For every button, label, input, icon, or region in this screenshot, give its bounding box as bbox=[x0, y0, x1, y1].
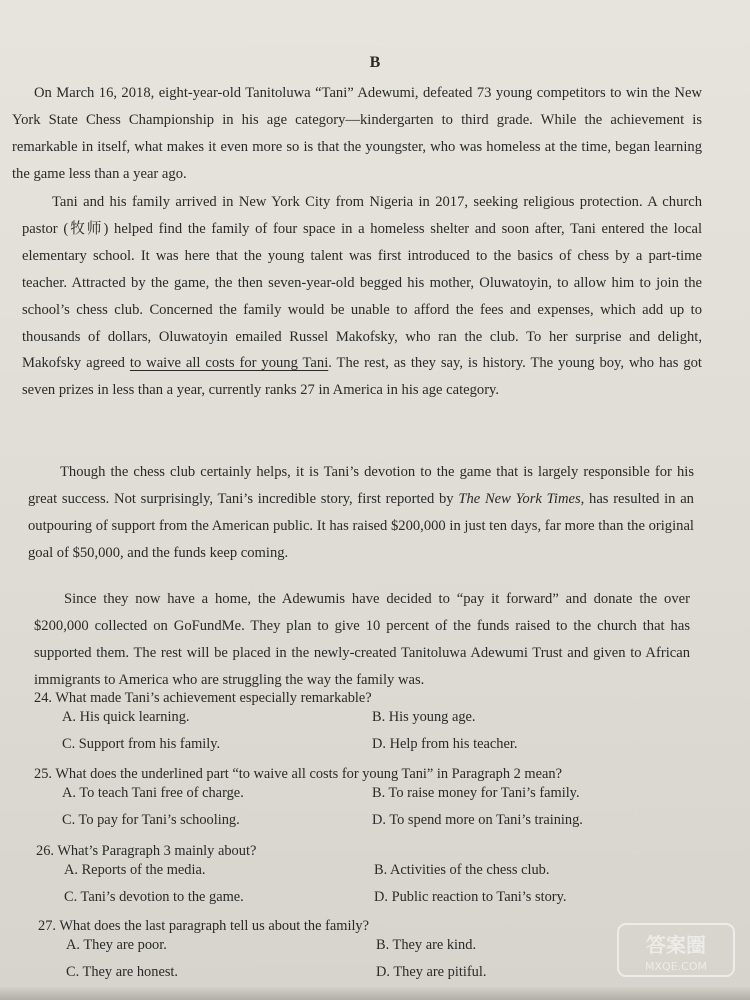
paragraph-3-text-start: Though the chess club certainly helps, it is Tani’s devotion to the game that is largely responsible for his great success. Not surprisingly, Tani’s incredible story, first reported by bbox=[28, 464, 694, 507]
option-c: C. To pay for Tani’s schooling. bbox=[62, 812, 240, 828]
option-a: A. To teach Tani free of charge. bbox=[62, 785, 244, 801]
newspaper-title: The New York Times bbox=[458, 490, 581, 507]
option-c: C. They are honest. bbox=[66, 964, 179, 980]
option-d: D. They are pitiful. bbox=[376, 964, 487, 980]
passage-paragraph-4: Since they now have a home, the Adewumis have decided to “pay it forward” and donate the over $200,000 collected on GoFundMe. They plan to give 10 percent of the funds raised to the church that has supported them. The rest will be placed in the newly-created Tanitoluwa Adewumi Trust and given to African immigrants to America who are struggling the way the family was. bbox=[34, 591, 690, 688]
option-d: D. To spend more on Tani’s training. bbox=[372, 812, 583, 828]
paragraph-2-text-start: Tani and his family arrived in New York City from Nigeria in 2017, seeking religious protection. A church pastor (牧师) helped find the family of four space in a homeless shelter and soon after, Tani entered the local elementary school. It was here that the young talent was first introduced to the basics of chess by a part-time teacher. Attracted by the game, the then seven-year-old begged his mother, Oluwatoyin, to allow him to join the school’s chess club. Concerned the family would be unable to afford the fees and expenses, which add up to thousands of dollars, Oluwatoyin emailed Russel Makofsky, who ran the club. To her surprise and delight, Makofsky agreed bbox=[22, 194, 702, 372]
question-24 bbox=[34, 690, 518, 761]
question-stem: 24. What made Tani’s achievement especially remarkable? bbox=[34, 690, 372, 706]
question-stem: 25. What does the underlined part “to waive all costs for young Tani” in Paragraph 2 mean? bbox=[34, 766, 562, 782]
option-c: C. Support from his family. bbox=[62, 736, 221, 752]
paragraph-2-text-end: . The rest, as they say, is history. The young boy, who has got seven prizes in less than a year, currently ranks 27 in America in his age category. bbox=[22, 355, 702, 399]
option-b: B. Activities of the chess club. bbox=[374, 862, 550, 878]
underlined-phrase: to waive all costs for young Tani bbox=[129, 355, 329, 372]
question-stem: 26. What’s Paragraph 3 mainly about? bbox=[36, 843, 257, 859]
question-stem: 27. What does the last paragraph tell us about the family? bbox=[38, 918, 370, 934]
option-a: A. They are poor. bbox=[66, 937, 167, 953]
watermark-logo bbox=[616, 922, 736, 978]
question-26 bbox=[36, 843, 567, 914]
section-heading: B bbox=[369, 54, 381, 71]
option-b: B. His young age. bbox=[372, 709, 476, 725]
watermark-site: MXQE.COM bbox=[645, 960, 707, 973]
passage-paragraph-1: On March 16, 2018, eight-year-old Tanitoluwa “Tani” Adewumi, defeated 73 young competitors to win the New York State Chess Championship in his age category—kindergarten to third grade. While the achievement is remarkable in itself, what makes it even more so is that the youngster, who was homeless at the time, began learning the game less than a year ago. bbox=[12, 85, 702, 182]
option-b: B. To raise money for Tani’s family. bbox=[372, 785, 580, 801]
option-c: C. Tani’s devotion to the game. bbox=[64, 889, 244, 905]
option-b: B. They are kind. bbox=[376, 937, 477, 953]
question-27 bbox=[38, 918, 487, 989]
paragraph-3-text-end: , has resulted in an outpouring of support from the American public. It has raised $200,000 in just ten days, far more than the original goal of $50,000, and the funds keep coming. bbox=[28, 490, 694, 561]
option-a: A. His quick learning. bbox=[62, 709, 190, 725]
passage-paragraph-3 bbox=[28, 459, 694, 567]
passage-paragraph-2 bbox=[22, 189, 702, 404]
option-a: A. Reports of the media. bbox=[64, 862, 206, 878]
option-d: D. Public reaction to Tani’s story. bbox=[374, 889, 567, 905]
question-25 bbox=[34, 766, 583, 837]
page-bottom-shadow bbox=[0, 986, 750, 1000]
option-d: D. Help from his teacher. bbox=[372, 736, 518, 752]
watermark-text: 答案圈 bbox=[646, 933, 706, 957]
